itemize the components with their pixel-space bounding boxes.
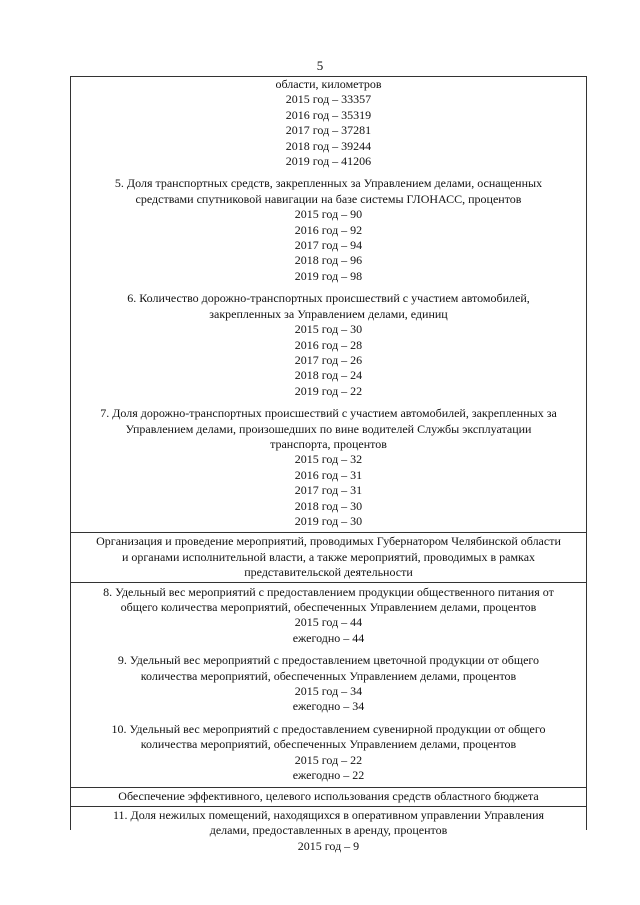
indicator-title-line: закрепленных за Управлением делами, единиц — [209, 306, 448, 321]
indicator-value-line: 2016 год – 31 — [294, 467, 363, 482]
indicator-title-line: 10. Удельный вес мероприятий с предоставлением сувенирной продукции от общего — [111, 721, 546, 736]
indicator-group-row — [71, 583, 586, 789]
indicator-value-line: 2015 год – 9 — [297, 838, 360, 853]
indicator-block — [79, 291, 578, 399]
section-header-line: и органами исполнительной власти, а также мероприятий, проводимых в рамках — [121, 549, 536, 564]
indicator-value-line: 2019 год – 22 — [294, 383, 363, 398]
indicator-value-line: 2015 год – 34 — [294, 684, 363, 699]
indicator-block — [79, 77, 578, 169]
indicator-value-line: 2016 год – 92 — [294, 222, 363, 237]
indicator-value-line: 2019 год – 41206 — [285, 154, 372, 169]
indicator-value-line: 2018 год – 39244 — [285, 138, 372, 153]
indicator-title-line: средствами спутниковой навигации на базе системы ГЛОНАСС, процентов — [135, 191, 522, 206]
indicator-title-line: 7. Доля дорожно-транспортных происшествий с участием автомобилей, закрепленных за — [100, 406, 557, 421]
indicator-title-line: транспорта, процентов — [270, 436, 387, 451]
indicator-value-line: 2015 год – 33357 — [285, 92, 372, 107]
indicator-value-line: 2018 год – 96 — [294, 253, 363, 268]
indicator-title-line: области, километров — [275, 77, 382, 91]
indicator-title-line: 8. Удельный вес мероприятий с предоставлением продукции общественного питания от — [103, 584, 554, 599]
indicator-value-line: ежегодно – 34 — [292, 699, 365, 714]
indicator-value-line: 2016 год – 35319 — [285, 107, 372, 122]
indicator-group-row — [71, 77, 586, 533]
indicator-block — [79, 176, 578, 284]
indicator-value-line: 2019 год – 98 — [294, 268, 363, 283]
section-header-line: Организация и проведение мероприятий, проводимых Губернатором Челябинской области — [96, 534, 561, 549]
indicator-value-line: 2017 год – 37281 — [285, 123, 372, 138]
indicator-value-line: 2015 год – 22 — [294, 752, 363, 767]
indicator-block — [79, 722, 578, 784]
indicator-value-line: ежегодно – 44 — [292, 630, 365, 645]
indicator-block — [79, 585, 578, 647]
indicator-title-line: 5. Доля транспортных средств, закрепленных за Управлением делами, оснащенных — [114, 176, 543, 191]
indicator-value-line: 2015 год – 90 — [294, 207, 363, 222]
indicator-block — [79, 808, 578, 854]
indicator-group-row — [71, 807, 586, 854]
indicator-value-line: 2017 год – 31 — [294, 483, 363, 498]
indicator-value-line: 2018 год – 30 — [294, 498, 363, 513]
indicator-value-line: ежегодно – 22 — [292, 768, 365, 783]
indicator-block — [79, 406, 578, 529]
section-header-row — [71, 533, 586, 582]
indicator-title-line: Управлением делами, произошедших по вине водителей Службы эксплуатации — [125, 421, 532, 436]
indicators-table — [70, 76, 587, 853]
indicator-value-line: 2018 год – 24 — [294, 368, 363, 383]
indicator-title-line: 6. Количество дорожно-транспортных происшествий с участием автомобилей, — [127, 291, 530, 306]
indicator-block — [79, 653, 578, 715]
indicator-value-line: 2015 год – 32 — [294, 452, 363, 467]
indicator-title-line: количества мероприятий, обеспеченных Управлением делами, процентов — [140, 737, 517, 752]
section-header-line: Обеспечение эффективного, целевого использования средств областного бюджета — [118, 789, 539, 804]
indicator-title-line: делами, предоставленных в аренду, процентов — [209, 823, 448, 838]
indicator-value-line: 2017 год – 94 — [294, 238, 363, 253]
section-header-row — [71, 788, 586, 806]
indicator-value-line: 2017 год – 26 — [294, 352, 363, 367]
indicator-title-line: общего количества мероприятий, обеспеченных Управлением делами, процентов — [120, 600, 537, 614]
indicator-value-line: 2015 год – 30 — [294, 322, 363, 337]
page-number: 5 — [316, 58, 324, 73]
indicator-value-line: 2019 год – 30 — [294, 513, 363, 528]
indicator-value-line: 2016 год – 28 — [294, 337, 363, 352]
indicator-title-line: 11. Доля нежилых помещений, находящихся в оперативном управлении Управления — [112, 807, 545, 822]
indicator-title-line: количества мероприятий, обеспеченных Управлением делами, процентов — [140, 668, 517, 683]
indicator-title-line: 9. Удельный вес мероприятий с предоставлением цветочной продукции от общего — [117, 653, 540, 668]
section-header-line: представительской деятельности — [244, 565, 413, 580]
indicator-value-line: 2015 год – 44 — [294, 615, 363, 630]
